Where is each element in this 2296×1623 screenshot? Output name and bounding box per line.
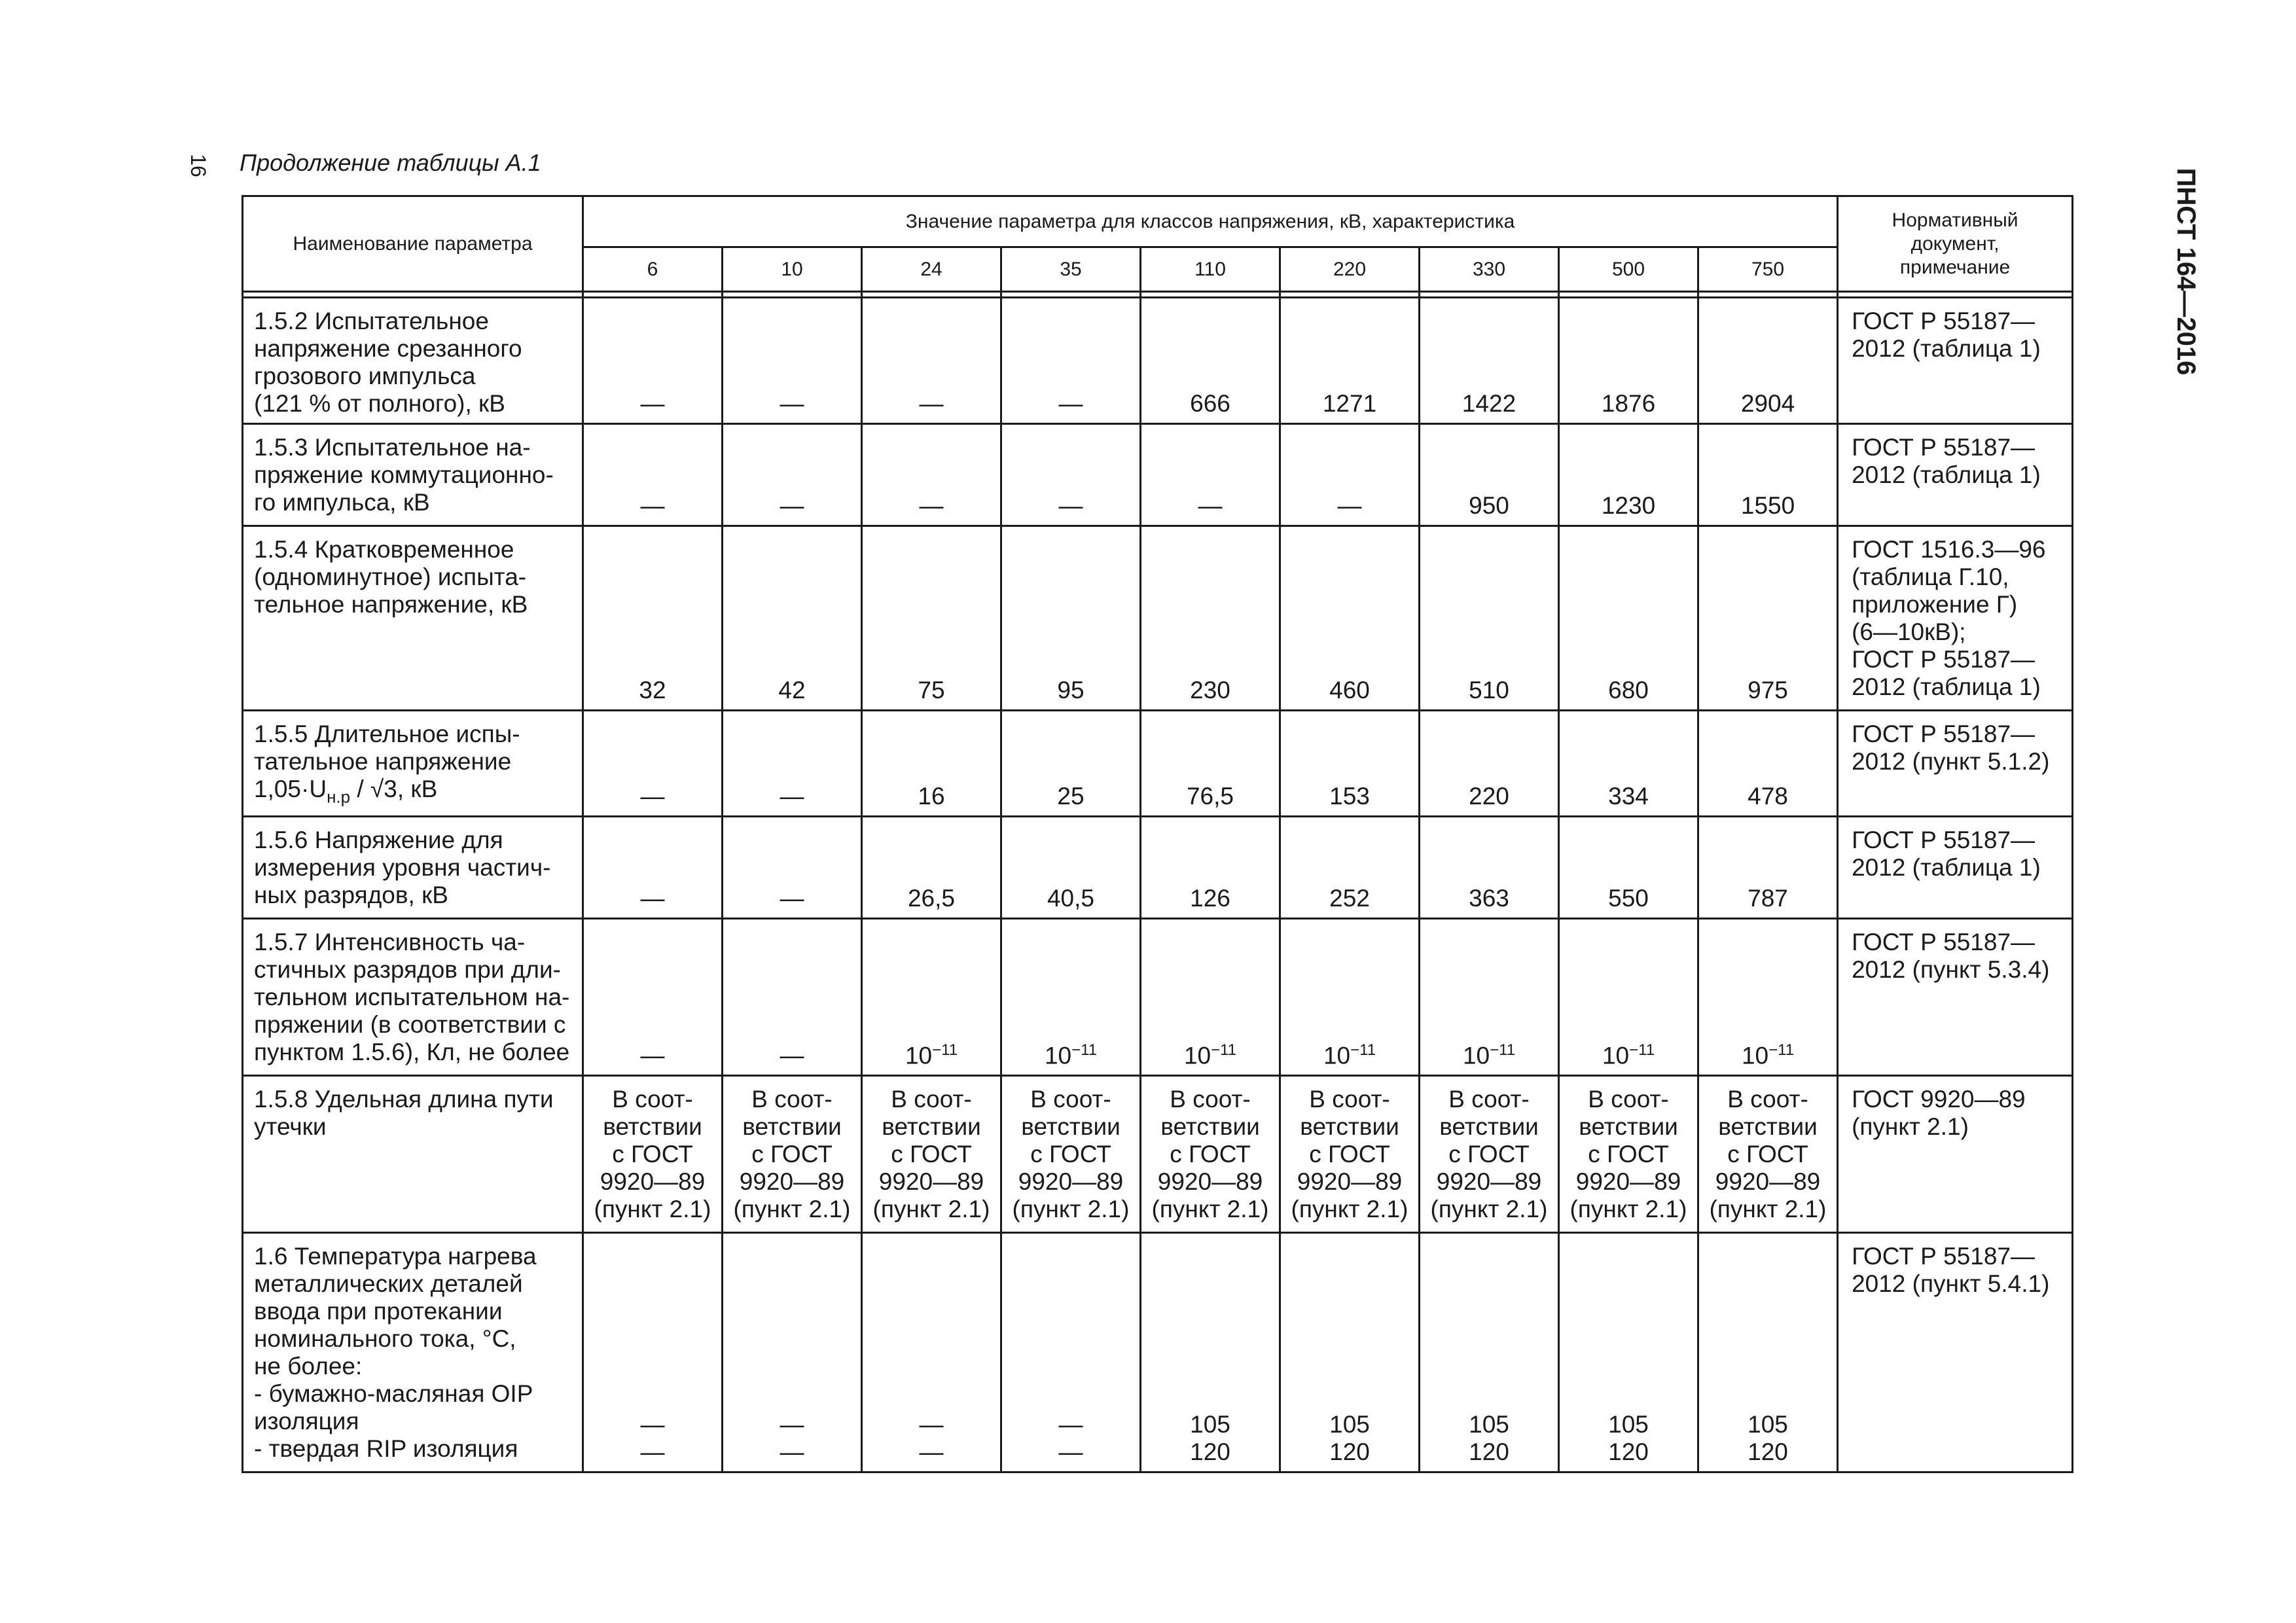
value-cell: В соот- ветствии с ГОСТ 9920—89 (пункт 2.1): [723, 1076, 862, 1233]
header-class: 10: [723, 247, 862, 292]
header-doc: Нормативный документ, примечание: [1838, 196, 2073, 292]
table-row: [243, 1076, 2073, 1233]
value-cell: 550: [1559, 817, 1698, 919]
doc-reference: ГОСТ Р 55187— 2012 (таблица 1): [1838, 298, 2073, 424]
value-cell: В соот- ветствии с ГОСТ 9920—89 (пункт 2.1): [1280, 1076, 1420, 1233]
value-cell: 252: [1280, 817, 1420, 919]
value-cell: 105 120: [1698, 1233, 1838, 1472]
value-cell: 1422: [1420, 298, 1559, 424]
value-cell: В соот- ветствии с ГОСТ 9920—89 (пункт 2.1): [583, 1076, 723, 1233]
parameters-table: [242, 195, 2073, 1473]
value-cell: 26,5: [862, 817, 1001, 919]
param-name: 1.5.2 Испытательное напряжение срезанного грозового импульса (121 % от полного), кВ: [243, 298, 583, 424]
value-cell: 75: [862, 526, 1001, 711]
doc-reference: ГОСТ Р 55187— 2012 (таблица 1): [1838, 424, 2073, 526]
header-value-group: Значение параметра для классов напряжения, кВ, характеристика: [583, 196, 1838, 247]
value-cell: —: [862, 298, 1001, 424]
doc-reference: ГОСТ Р 55187— 2012 (пункт 5.1.2): [1838, 711, 2073, 817]
table-row: [243, 424, 2073, 526]
value-cell: $10^{-11}$: [1280, 919, 1420, 1076]
value-cell: 105 120: [1141, 1233, 1280, 1472]
value-cell: 975: [1698, 526, 1838, 711]
value-cell: $10^{-11}$: [1698, 919, 1838, 1076]
value-cell: В соот- ветствии с ГОСТ 9920—89 (пункт 2.1): [862, 1076, 1001, 1233]
value-cell: 40,5: [1001, 817, 1141, 919]
value-cell: —: [583, 424, 723, 526]
value-cell: —: [1001, 424, 1141, 526]
doc-reference: ГОСТ Р 55187— 2012 (таблица 1): [1838, 817, 2073, 919]
value-cell: 1876: [1559, 298, 1698, 424]
value-cell: 680: [1559, 526, 1698, 711]
param-name: 1.5.7 Интенсивность ча- стичных разрядов при дли- тельном испытательном на- пряжении (в соответствии с пунктом 1.5.6), Кл, не более: [243, 919, 583, 1076]
value-cell: 363: [1420, 817, 1559, 919]
value-cell: 950: [1420, 424, 1559, 526]
value-cell: — —: [862, 1233, 1001, 1472]
value-cell: —: [723, 817, 862, 919]
doc-reference: ГОСТ 9920—89 (пункт 2.1): [1838, 1076, 2073, 1233]
header-class: 220: [1280, 247, 1420, 292]
value-cell: 25: [1001, 711, 1141, 817]
value-cell: — —: [723, 1233, 862, 1472]
table-row: [243, 526, 2073, 711]
value-cell: —: [723, 919, 862, 1076]
value-cell: 95: [1001, 526, 1141, 711]
table-row: [243, 298, 2073, 424]
value-cell: 16: [862, 711, 1001, 817]
table-row: [243, 919, 2073, 1076]
value-cell: —: [723, 424, 862, 526]
value-cell: В соот- ветствии с ГОСТ 9920—89 (пункт 2.1): [1698, 1076, 1838, 1233]
header-class: 35: [1001, 247, 1141, 292]
table-row: [243, 1233, 2073, 1472]
param-name: 1.5.4 Кратковременное (одноминутное) испыта- тельное напряжение, кВ: [243, 526, 583, 711]
value-cell: —: [1280, 424, 1420, 526]
value-cell: 787: [1698, 817, 1838, 919]
value-cell: 510: [1420, 526, 1559, 711]
value-cell: 1271: [1280, 298, 1420, 424]
value-cell: —: [583, 298, 723, 424]
value-cell: $10^{-11}$: [1001, 919, 1141, 1076]
value-cell: —: [1141, 424, 1280, 526]
value-cell: —: [723, 711, 862, 817]
value-cell: В соот- ветствии с ГОСТ 9920—89 (пункт 2.1): [1559, 1076, 1698, 1233]
header-class: 6: [583, 247, 723, 292]
value-cell: —: [583, 817, 723, 919]
doc-reference: ГОСТ 1516.3—96 (таблица Г.10, приложение Г) (6—10кВ); ГОСТ Р 55187— 2012 (таблица 1): [1838, 526, 2073, 711]
value-cell: 1230: [1559, 424, 1698, 526]
table-caption: Продолжение таблицы А.1: [240, 149, 541, 176]
header-class: 750: [1698, 247, 1838, 292]
header-class: 110: [1141, 247, 1280, 292]
value-cell: 105 120: [1280, 1233, 1420, 1472]
value-cell: 2904: [1698, 298, 1838, 424]
param-name: 1.6 Температура нагрева металлических деталей ввода при протекании номинального тока, °С, не более: - бумажно-масляная OIP изоляция - твердая RIP изоляция: [243, 1233, 583, 1472]
value-cell: $10^{-11}$: [862, 919, 1001, 1076]
param-name: 1.5.6 Напряжение для измерения уровня частич- ных разрядов, кВ: [243, 817, 583, 919]
value-cell: —: [723, 298, 862, 424]
formula: $1,05\cdot U_{н.р} / √3$, кВ: [254, 776, 438, 807]
param-name: 1.5.8 Удельная длина пути утечки: [243, 1076, 583, 1233]
value-cell: 220: [1420, 711, 1559, 817]
header-class: 24: [862, 247, 1001, 292]
value-cell: —: [583, 711, 723, 817]
value-cell: 105 120: [1420, 1233, 1559, 1472]
value-cell: 32: [583, 526, 723, 711]
value-cell: — —: [1001, 1233, 1141, 1472]
value-cell: 230: [1141, 526, 1280, 711]
header-separator: [243, 292, 2073, 298]
value-cell: 334: [1559, 711, 1698, 817]
value-cell: —: [1001, 298, 1141, 424]
value-cell: В соот- ветствии с ГОСТ 9920—89 (пункт 2.1): [1001, 1076, 1141, 1233]
value-cell: 42: [723, 526, 862, 711]
param-name: 1.5.3 Испытательное на- пряжение коммутационно- го импульса, кВ: [243, 424, 583, 526]
value-cell: 666: [1141, 298, 1280, 424]
doc-reference: ГОСТ Р 55187— 2012 (пункт 5.3.4): [1838, 919, 2073, 1076]
header-class: 500: [1559, 247, 1698, 292]
value-cell: $10^{-11}$: [1559, 919, 1698, 1076]
header-param-name: Наименование параметра: [243, 196, 583, 292]
doc-reference: ГОСТ Р 55187— 2012 (пункт 5.4.1): [1838, 1233, 2073, 1472]
value-cell: $10^{-11}$: [1141, 919, 1280, 1076]
param-name: 1.5.5 Длительное испы- тательное напряжение $1,05\cdot U_{н.р} / √3$, кВ: [243, 711, 583, 817]
header-class: 330: [1420, 247, 1559, 292]
value-cell: —: [583, 919, 723, 1076]
value-cell: 126: [1141, 817, 1280, 919]
value-cell: 1550: [1698, 424, 1838, 526]
table-row: [243, 711, 2073, 817]
page-number: 16: [187, 154, 211, 177]
document-id: ПНСТ 164—2016: [2172, 168, 2201, 376]
value-cell: — —: [583, 1233, 723, 1472]
value-cell: В соот- ветствии с ГОСТ 9920—89 (пункт 2.1): [1420, 1076, 1559, 1233]
table-row: [243, 817, 2073, 919]
value-cell: 460: [1280, 526, 1420, 711]
value-cell: 105 120: [1559, 1233, 1698, 1472]
value-cell: 153: [1280, 711, 1420, 817]
value-cell: $10^{-11}$: [1420, 919, 1559, 1076]
value-cell: 478: [1698, 711, 1838, 817]
value-cell: —: [862, 424, 1001, 526]
value-cell: В соот- ветствии с ГОСТ 9920—89 (пункт 2.1): [1141, 1076, 1280, 1233]
value-cell: 76,5: [1141, 711, 1280, 817]
